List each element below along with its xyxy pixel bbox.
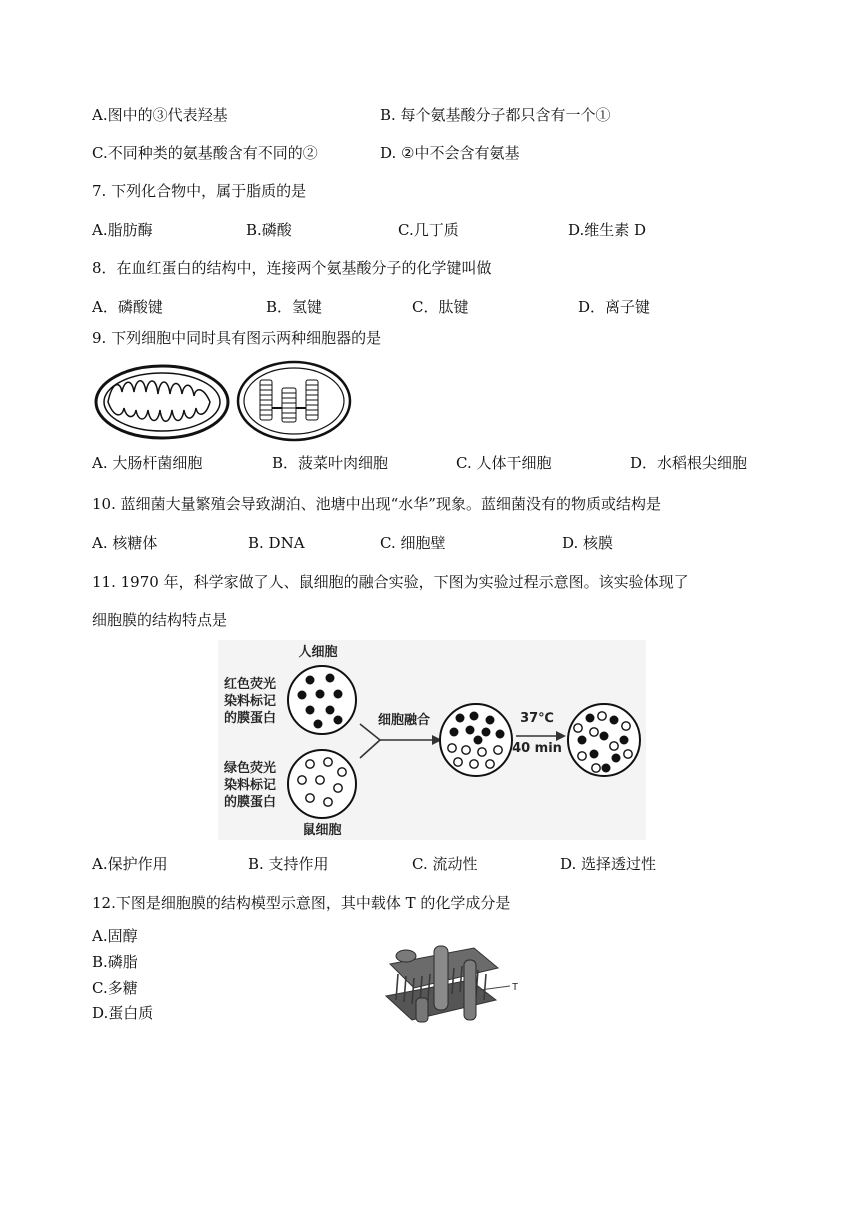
mitochondrion-figure — [92, 362, 232, 442]
q10-option-c: C. 细胞壁 — [380, 534, 446, 552]
q7-option-b: B.磷酸 — [246, 221, 292, 239]
q8-stem: 8．在血红蛋白的结构中，连接两个氨基酸分子的化学键叫做 — [92, 259, 492, 277]
carrier-t-label: T — [512, 982, 519, 993]
q12-option-c: C.多糖 — [92, 979, 138, 997]
mouse-cell-label: 鼠细胞 — [302, 823, 342, 838]
q8-option-a: A．磷酸键 — [92, 298, 163, 316]
q9-option-d: D．水稻根尖细胞 — [630, 454, 748, 472]
q12-option-b: B.磷脂 — [92, 953, 138, 971]
q6-option-a: A.图中的③代表羟基 — [92, 106, 228, 124]
temperature-label: 37℃ — [520, 711, 554, 726]
red-label-line1: 红色荧光 — [224, 677, 277, 692]
q11-stem-line2: 细胞膜的结构特点是 — [92, 611, 228, 629]
red-label-line2: 染料标记 — [224, 694, 277, 709]
q10-option-d: D. 核膜 — [562, 534, 614, 552]
green-label-line1: 绿色荧光 — [224, 761, 277, 776]
granum-stacks — [260, 380, 318, 422]
q12-option-a: A.固醇 — [92, 927, 138, 945]
q9-option-a: A. 大肠杆菌细胞 — [92, 454, 203, 472]
q6-option-b: B. 每个氨基酸分子都只含有一个① — [380, 106, 611, 124]
q6-option-d: D. ②中不会含有氨基 — [380, 144, 520, 162]
q7-option-a: A.脂肪酶 — [92, 221, 153, 239]
cell-fusion-figure — [218, 640, 646, 840]
q8-option-c: C．肽键 — [412, 298, 469, 316]
q12-option-d: D.蛋白质 — [92, 1004, 154, 1022]
green-label-line2: 染料标记 — [224, 778, 277, 793]
q9-stem: 9. 下列细胞中同时具有图示两种细胞器的是 — [92, 329, 382, 347]
membrane-model-figure — [376, 938, 526, 1036]
fusion-label: 细胞融合 — [377, 713, 431, 728]
q11-option-a: A.保护作用 — [92, 855, 168, 873]
q9-option-b: B．菠菜叶肉细胞 — [272, 454, 389, 472]
human-cell-label: 人细胞 — [298, 645, 338, 660]
q8-option-d: D．离子键 — [578, 298, 651, 316]
q8-option-b: B．氢键 — [266, 298, 323, 316]
q9-option-c: C. 人体干细胞 — [456, 454, 552, 472]
q6-option-c: C.不同种类的氨基酸含有不同的② — [92, 144, 318, 162]
q11-option-c: C. 流动性 — [412, 855, 478, 873]
q10-stem: 10. 蓝细菌大量繁殖会导致湖泊、池塘中出现“水华”现象。蓝细菌没有的物质或结构是 — [92, 495, 661, 513]
q10-option-a: A. 核糖体 — [92, 534, 158, 552]
green-label-line3: 的膜蛋白 — [224, 795, 277, 810]
q11-option-d: D. 选择透过性 — [560, 855, 657, 873]
q11-option-b: B. 支持作用 — [248, 855, 329, 873]
time-label: 40 min — [512, 741, 562, 756]
q7-stem: 7. 下列化合物中，属于脂质的是 — [92, 182, 307, 200]
q12-stem: 12.下图是细胞膜的结构模型示意图，其中载体 T 的化学成分是 — [92, 894, 511, 912]
q10-option-b: B. DNA — [248, 534, 305, 552]
q7-option-c: C.几丁质 — [398, 221, 459, 239]
red-label-line3: 的膜蛋白 — [224, 711, 277, 726]
chloroplast-figure — [234, 358, 354, 444]
q11-stem-line1: 11. 1970 年，科学家做了人、鼠细胞的融合实验，下图为实验过程示意图。该实验体现了 — [92, 573, 689, 591]
q7-option-d: D.维生素 D — [568, 221, 647, 239]
